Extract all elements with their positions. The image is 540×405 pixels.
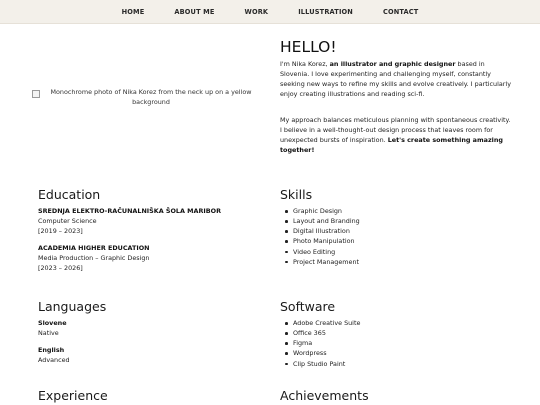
list-item: Office 365 [280, 328, 360, 338]
nav-work-link[interactable]: WORK [244, 7, 269, 16]
nav-contact-link[interactable]: CONTACT [382, 7, 419, 16]
education-school: SREDNJA ELEKTRO-RAČUNALNIŠKA ŠOLA MARIBOR [38, 207, 222, 215]
education-heading: Education [38, 187, 101, 202]
list-item: Clip Studio Paint [280, 359, 360, 369]
education-list [38, 206, 268, 273]
intro-paragraph-1 [280, 60, 512, 99]
education-program: Media Production – Graphic Design [38, 254, 150, 262]
list-item: Photo Manipulation [280, 236, 360, 246]
broken-image-icon [32, 90, 40, 98]
hello-heading: HELLO! [280, 38, 337, 56]
list-item: Digital Illustration [280, 226, 360, 236]
list-item: Project Management [280, 257, 360, 267]
top-navigation [0, 0, 540, 24]
intro-1-highlight: an illustrator and graphic designer [329, 60, 456, 68]
software-list [280, 318, 360, 369]
intro-2-start: My approach balances meticulous planning with spontaneous creativity. I believe in a well-thought-out design process that leaves room for unexpected bursts of inspiration. [280, 116, 511, 144]
nav-home-link[interactable]: HOME [121, 7, 145, 16]
skills-heading: Skills [280, 187, 313, 202]
experience-heading: Experience [38, 388, 108, 403]
profile-photo-alt-text: Monochrome photo of Nika Korez from the neck up on a yellow background [50, 88, 252, 106]
languages-list [38, 318, 238, 365]
intro-paragraph-2 [280, 116, 512, 155]
profile-photo [32, 88, 262, 118]
nav-illustration-link[interactable]: ILLUSTRATION [298, 7, 353, 16]
software-heading: Software [280, 299, 336, 314]
language-name: English [38, 346, 65, 354]
nav-about-me-link[interactable]: ABOUT ME [174, 7, 215, 16]
education-school: ACADEMIA HIGHER EDUCATION [38, 244, 150, 252]
skills-list [280, 206, 360, 267]
language-name: Slovene [38, 319, 67, 327]
list-item: Video Editing [280, 247, 360, 257]
language-level: Advanced [38, 356, 70, 364]
education-program: Computer Science [38, 217, 97, 225]
list-item: Wordpress [280, 348, 360, 358]
intro-1-end: based in Slovenia. I love experimenting and challenging myself, constantly seeking new ways to refine my skills and evolve creatively. I particularly enjoy creating illustrations and reading sci-fi. [280, 60, 511, 98]
intro-2-highlight: Let's create something amazing together! [280, 135, 503, 154]
education-years: [2019 – 2023] [38, 227, 83, 235]
list-item: Adobe Creative Suite [280, 318, 360, 328]
list-item: Layout and Branding [280, 216, 360, 226]
education-years: [2023 – 2026] [38, 264, 83, 272]
list-item: Graphic Design [280, 206, 360, 216]
intro-1-start: I'm Nika Korez, [280, 60, 330, 68]
language-level: Native [38, 329, 59, 337]
list-item: Figma [280, 338, 360, 348]
languages-heading: Languages [38, 299, 107, 314]
achievements-heading: Achievements [280, 388, 369, 403]
